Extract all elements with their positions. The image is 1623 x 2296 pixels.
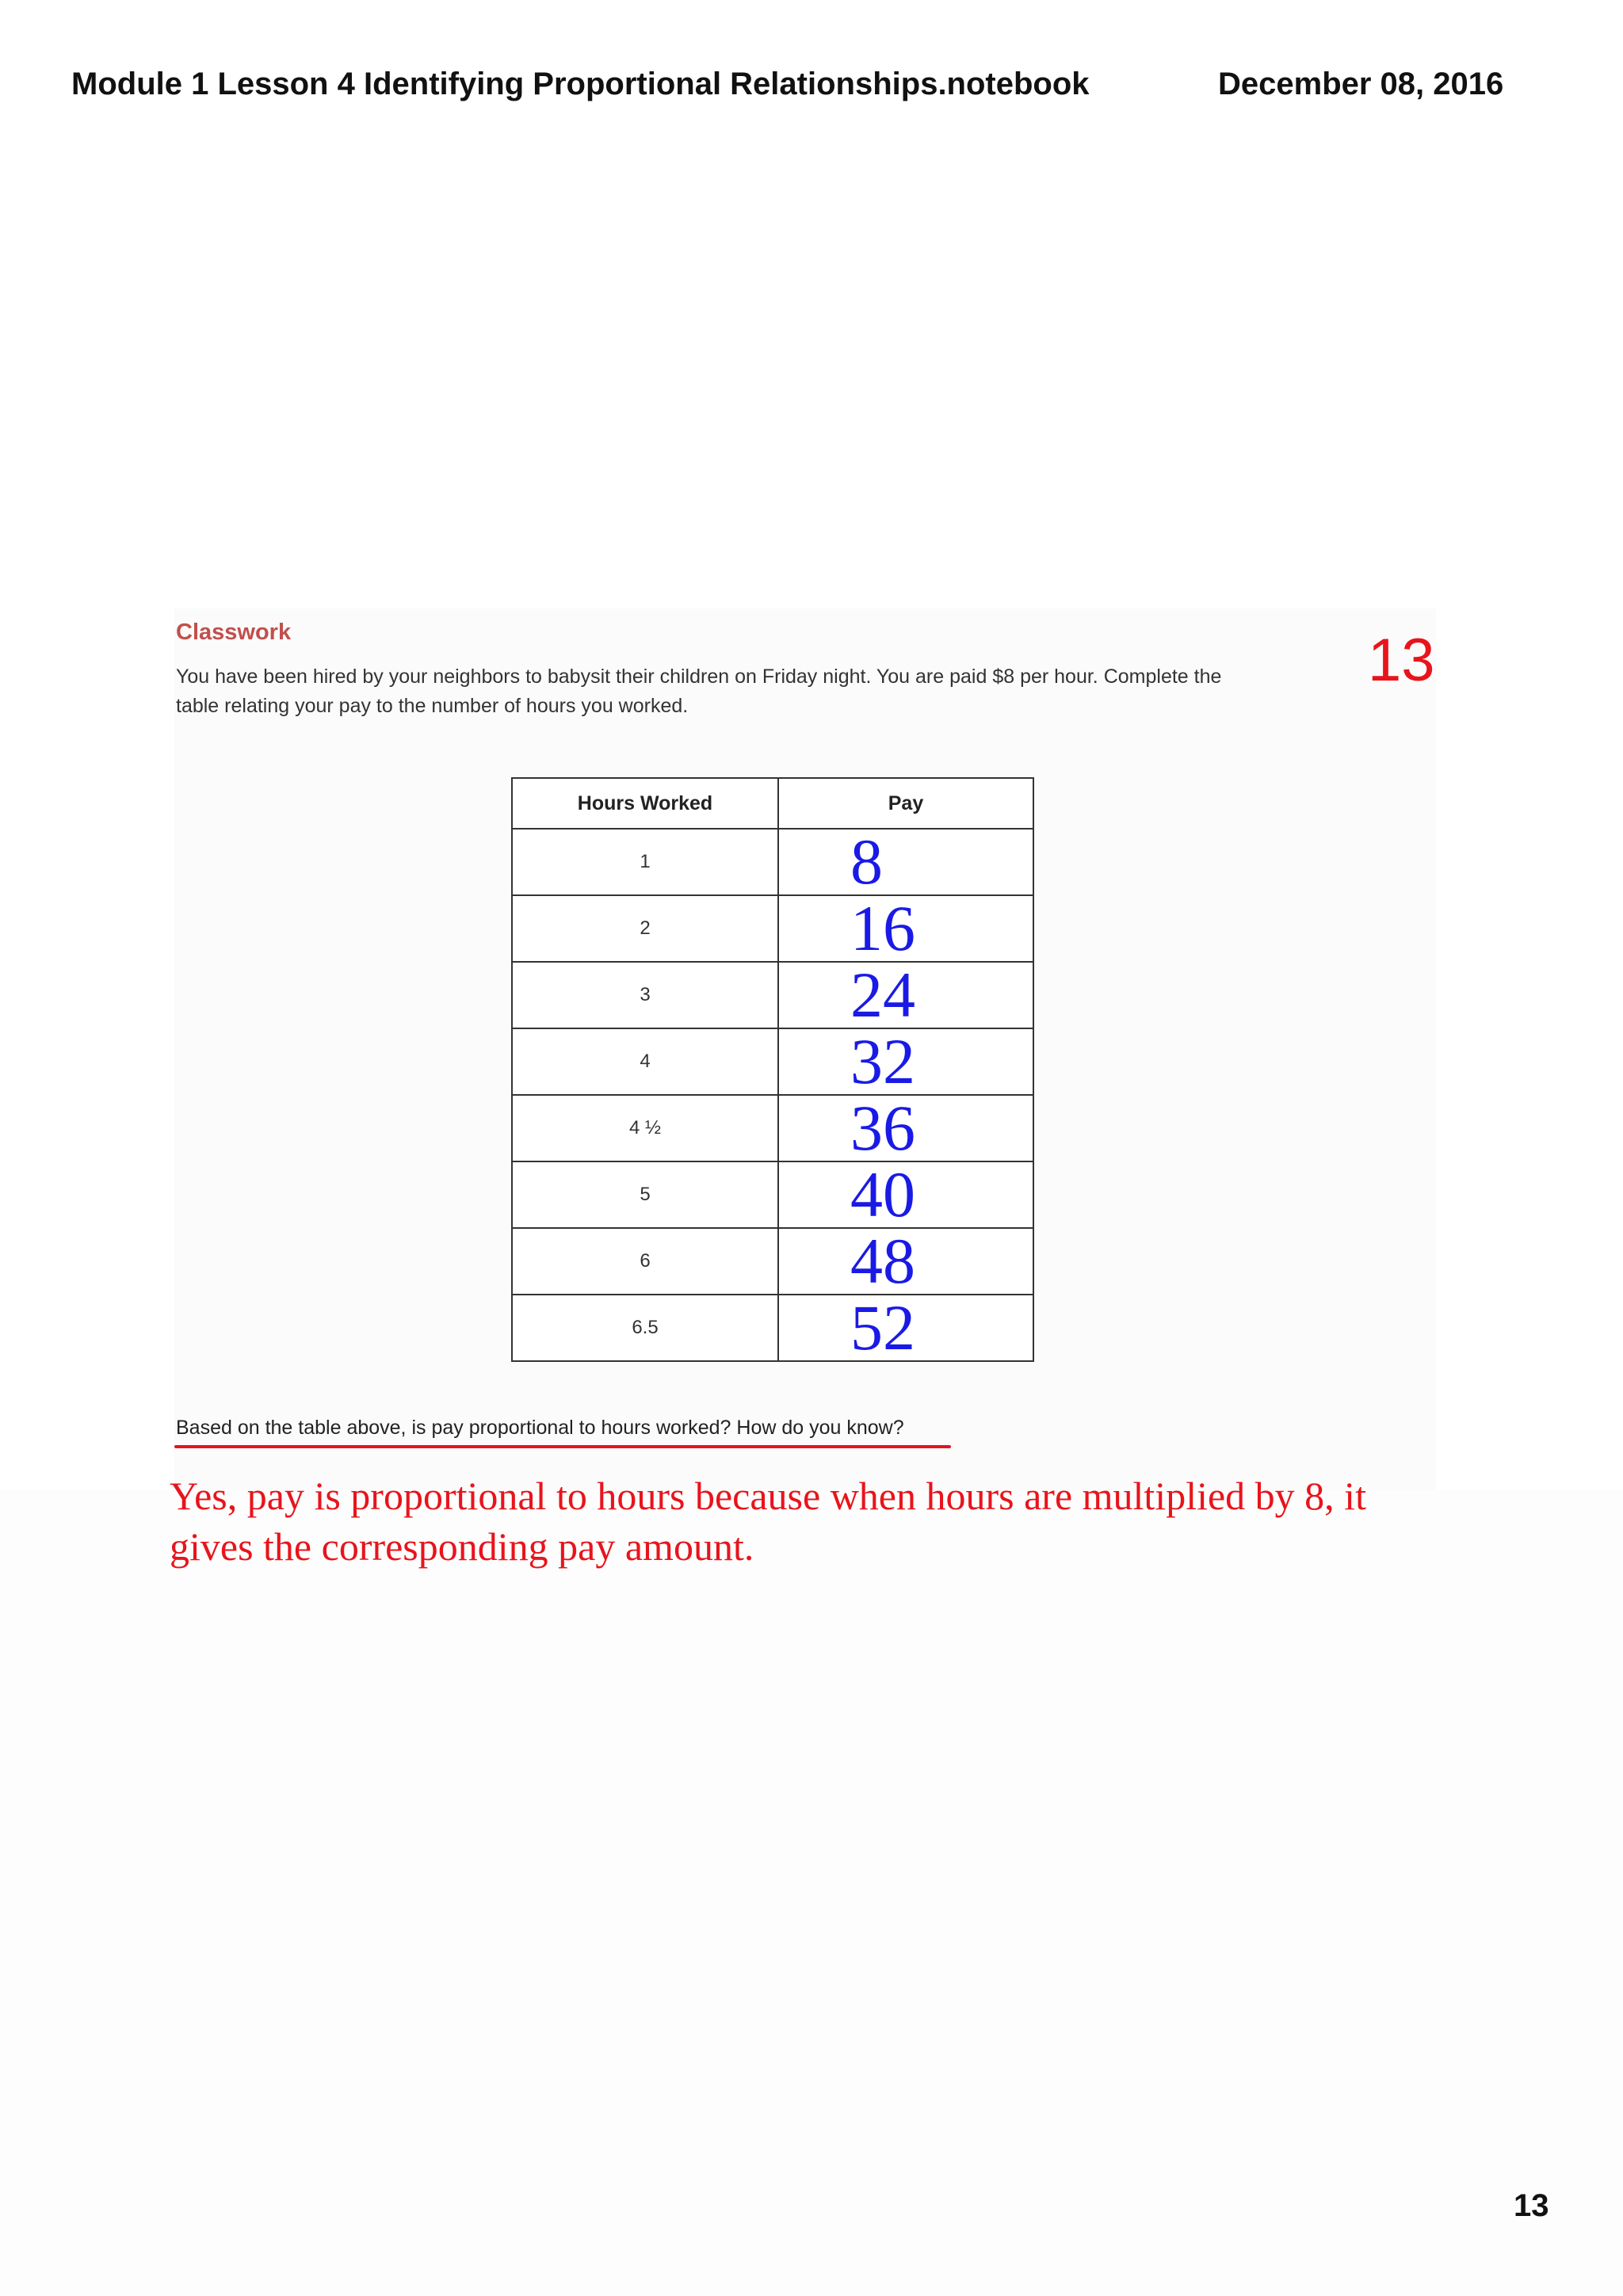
answer-line-1: Yes, pay is proportional to hours because when hours are multiplied by 8, it <box>170 1474 1366 1518</box>
hours-pay-table <box>511 777 1034 1362</box>
hours-cell: 2 <box>512 895 778 962</box>
handwritten-pay-cell: 16 <box>778 895 1033 962</box>
section-heading-classwork: Classwork <box>176 620 292 645</box>
handwritten-slide-number: 13 <box>1368 627 1435 694</box>
document-title: Module 1 Lesson 4 Identifying Proportional Relationships.notebook <box>71 67 1090 101</box>
table-row <box>512 962 1033 1028</box>
handwritten-pay-cell: 52 <box>778 1295 1033 1361</box>
red-underline-annotation <box>174 1445 951 1448</box>
document-date: December 08, 2016 <box>1218 67 1504 101</box>
prompt-line-1: You have been hired by your neighbors to babysit their children on Friday night. You are paid $8 per hour. Complete the <box>176 666 1222 688</box>
table-row <box>512 1095 1033 1161</box>
table-row <box>512 1228 1033 1295</box>
page-lower-background <box>0 1490 1623 2296</box>
table-row <box>512 1028 1033 1095</box>
hours-cell: 1 <box>512 829 778 895</box>
handwritten-pay-cell: 8 <box>778 829 1033 895</box>
hours-cell: 6 <box>512 1228 778 1295</box>
proportionality-question: Based on the table above, is pay proportional to hours worked? How do you know? <box>176 1417 904 1439</box>
hours-cell: 5 <box>512 1161 778 1228</box>
handwritten-answer <box>170 1470 1533 1572</box>
prompt-line-2: table relating your pay to the number of hours you worked. <box>176 695 689 717</box>
handwritten-pay-cell: 24 <box>778 962 1033 1028</box>
hours-cell: 4 <box>512 1028 778 1095</box>
handwritten-pay-cell: 36 <box>778 1095 1033 1161</box>
page-number: 13 <box>1514 2188 1549 2223</box>
column-header-hours: Hours Worked <box>512 778 778 829</box>
column-header-pay: Pay <box>778 778 1033 829</box>
answer-line-2: gives the corresponding pay amount. <box>170 1524 754 1569</box>
hours-cell: 4 ½ <box>512 1095 778 1161</box>
handwritten-pay-cell: 32 <box>778 1028 1033 1095</box>
table-row <box>512 1161 1033 1228</box>
hours-cell: 3 <box>512 962 778 1028</box>
hours-cell: 6.5 <box>512 1295 778 1361</box>
table-row <box>512 1295 1033 1361</box>
table-header-row <box>512 778 1033 829</box>
handwritten-pay-cell: 48 <box>778 1228 1033 1295</box>
problem-prompt <box>176 662 1221 721</box>
table-row <box>512 895 1033 962</box>
handwritten-pay-cell: 40 <box>778 1161 1033 1228</box>
table-row <box>512 829 1033 895</box>
